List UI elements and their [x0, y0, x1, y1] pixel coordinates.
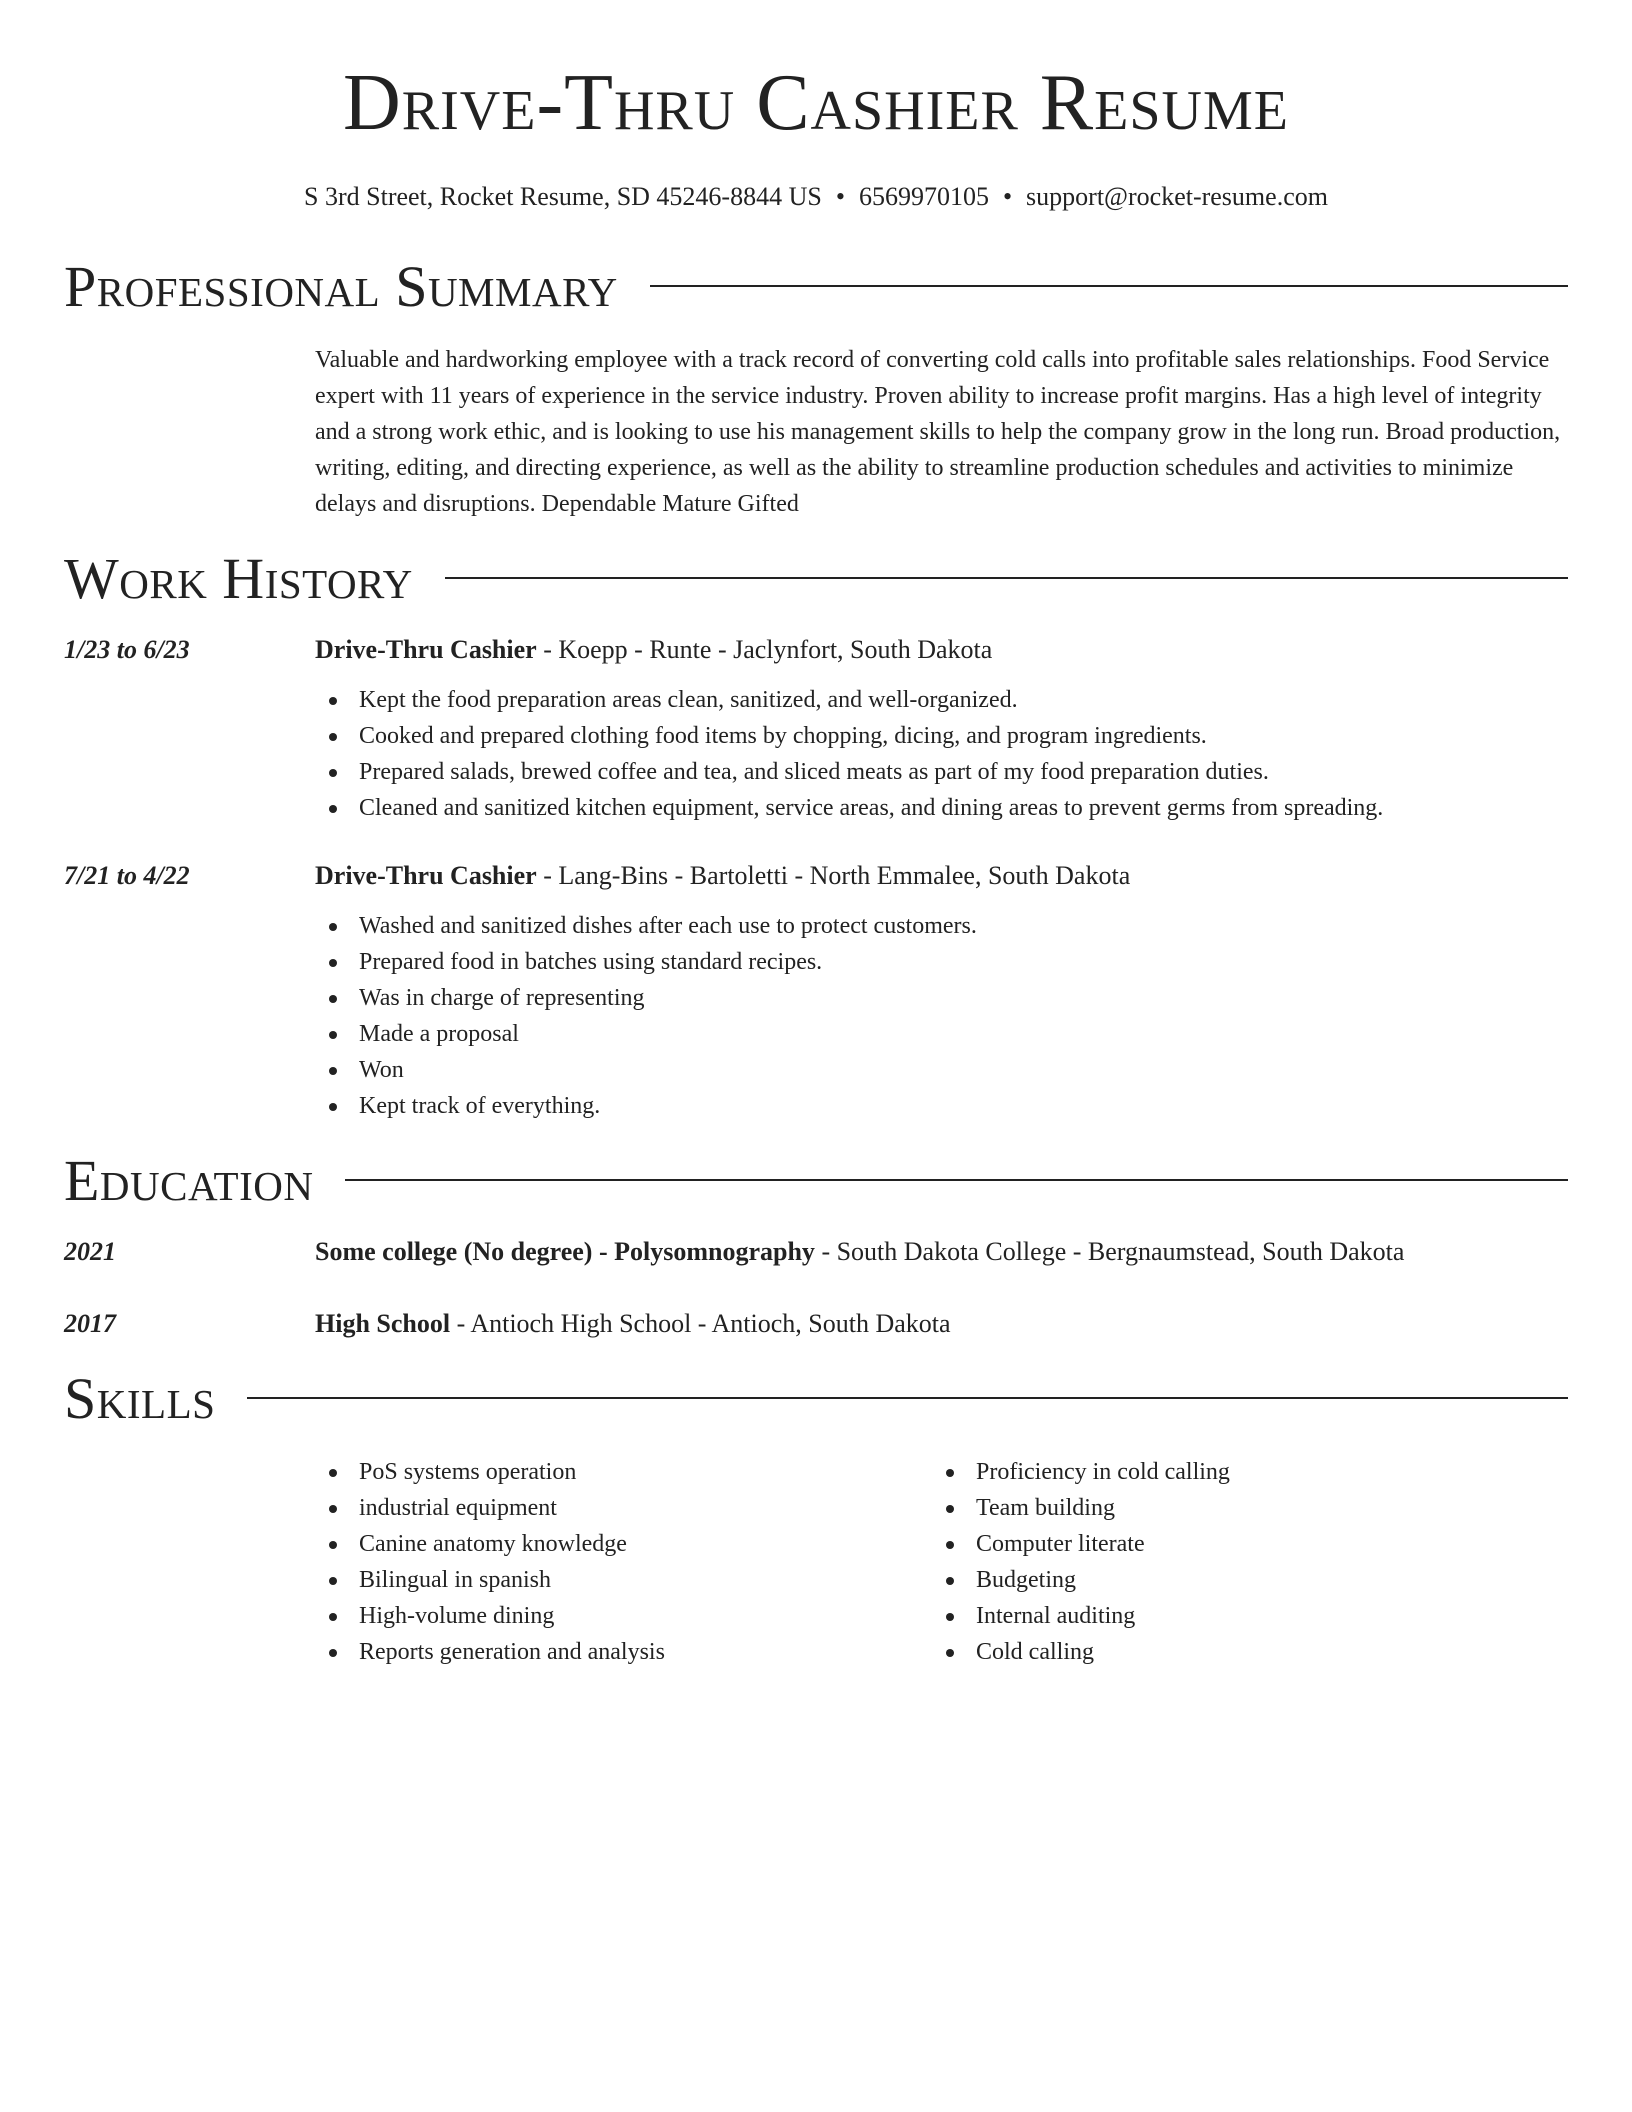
- list-item: [315, 980, 1568, 1016]
- work-entry-body: [315, 858, 1568, 1124]
- skills-section-title: Skills: [64, 1366, 216, 1431]
- bullet-icon: [329, 697, 337, 705]
- skills-section-header: [64, 1366, 1568, 1432]
- skill-item: [932, 1454, 1549, 1490]
- bullet-icon: [329, 1031, 337, 1039]
- job-details: - Koepp - Runte - Jaclynfort, South Dakota: [536, 635, 993, 664]
- education-details: - South Dakota College - Bergnaumstead, South Dakota: [814, 1237, 1405, 1266]
- work-section-title: Work History: [64, 546, 413, 611]
- education-entry-body: [315, 1306, 1568, 1342]
- summary-text: Valuable and hardworking employee with a track record of converting cold calls into profitable sales relationships. Food Service expert with 11 years of experience in the service industry. Proven ability to increase profit margins. Has a high level of integrity and a strong work ethic, and is looking to use his management skills to help the company grow in the long run. Broad production, writing, editing, and directing experience, as well as the ability to streamline production schedules and activities to minimize delays and disruptions. Dependable Mature Gifted: [315, 347, 1561, 517]
- list-item: [315, 682, 1568, 718]
- summary-section-header: [64, 254, 1568, 320]
- bullet-text: Prepared salads, brewed coffee and tea, and sliced meats as part of my food preparation duties.: [359, 759, 1269, 785]
- skill-text: Computer literate: [976, 1531, 1145, 1557]
- bullet-icon: [329, 1469, 337, 1477]
- bullet-text: Won: [359, 1057, 404, 1083]
- bullet-text: Kept track of everything.: [359, 1093, 601, 1119]
- contact-separator: •: [1002, 182, 1013, 211]
- bullet-icon: [946, 1505, 954, 1513]
- education-year: 2017: [64, 1309, 116, 1338]
- work-entry: [64, 858, 1568, 1124]
- work-entry: [64, 632, 1568, 826]
- skill-item: [932, 1526, 1549, 1562]
- contact-separator: •: [835, 182, 845, 211]
- skill-item: [315, 1454, 932, 1490]
- education-entry-body: [315, 1234, 1568, 1270]
- bullet-icon: [329, 733, 337, 741]
- bullet-icon: [329, 1541, 337, 1549]
- list-item: [315, 718, 1568, 754]
- skill-text: Budgeting: [976, 1567, 1076, 1593]
- skill-item: [932, 1490, 1549, 1526]
- bullet-icon: [329, 1103, 337, 1111]
- work-bullet-list: [315, 908, 1568, 1124]
- work-bullet-list: [315, 682, 1568, 826]
- bullet-icon: [329, 769, 337, 777]
- contact-line: [64, 180, 1568, 214]
- skill-item: [315, 1598, 932, 1634]
- list-item: [315, 908, 1568, 944]
- skill-text: Internal auditing: [976, 1603, 1136, 1629]
- education-degree: Some college (No degree) - Polysomnography: [315, 1237, 815, 1266]
- bullet-icon: [329, 1613, 337, 1621]
- education-degree: High School: [315, 1309, 451, 1338]
- list-item: [315, 1088, 1568, 1124]
- education-heading: [315, 1234, 1568, 1270]
- resume-title: Drive-Thru Cashier Resume: [343, 59, 1289, 147]
- bullet-icon: [329, 995, 337, 1003]
- bullet-icon: [329, 805, 337, 813]
- work-dates: 1/23 to 6/23: [64, 635, 190, 664]
- skill-item: [315, 1634, 932, 1670]
- bullet-icon: [329, 959, 337, 967]
- education-details: - Antioch High School - Antioch, South Dakota: [450, 1309, 951, 1338]
- skill-text: Reports generation and analysis: [359, 1639, 665, 1665]
- bullet-text: Was in charge of representing: [359, 985, 645, 1011]
- bullet-icon: [329, 1505, 337, 1513]
- skill-item: [315, 1526, 932, 1562]
- skill-text: industrial equipment: [359, 1495, 557, 1521]
- work-heading: [315, 858, 1568, 894]
- skill-item: [315, 1490, 932, 1526]
- skills-columns: [315, 1454, 1568, 1670]
- resume-page: [64, 0, 1568, 1670]
- work-heading: [315, 632, 1568, 668]
- skill-text: Cold calling: [976, 1639, 1094, 1665]
- bullet-icon: [329, 1067, 337, 1075]
- skill-item: [315, 1562, 932, 1598]
- bullet-text: Prepared food in batches using standard recipes.: [359, 949, 823, 975]
- work-dates: 7/21 to 4/22: [64, 861, 190, 890]
- skills-list-left: [315, 1454, 932, 1670]
- list-item: [315, 944, 1568, 980]
- skill-text: Bilingual in spanish: [359, 1567, 551, 1593]
- contact-email: support@rocket-resume.com: [1026, 182, 1328, 211]
- job-role: Drive-Thru Cashier: [315, 635, 537, 664]
- contact-address: S 3rd Street, Rocket Resume, SD 45246-8844 US: [304, 182, 822, 211]
- skill-text: High-volume dining: [359, 1603, 555, 1629]
- job-details: - Lang-Bins - Bartoletti - North Emmalee, South Dakota: [536, 861, 1131, 890]
- bullet-icon: [329, 923, 337, 931]
- work-entry-body: [315, 632, 1568, 826]
- section-divider: [345, 1179, 1568, 1181]
- education-entry: [64, 1234, 1568, 1270]
- education-section-title: Education: [64, 1148, 314, 1213]
- bullet-icon: [946, 1649, 954, 1657]
- skill-item: [932, 1598, 1549, 1634]
- skill-item: [932, 1562, 1549, 1598]
- bullet-icon: [946, 1541, 954, 1549]
- bullet-icon: [946, 1577, 954, 1585]
- bullet-icon: [946, 1469, 954, 1477]
- contact-phone: 6569970105: [858, 182, 989, 211]
- bullet-text: Made a proposal: [359, 1021, 519, 1047]
- education-year: 2021: [64, 1237, 116, 1266]
- summary-section-title: Professional Summary: [64, 254, 618, 319]
- list-item: [315, 1052, 1568, 1088]
- skill-text: Proficiency in cold calling: [976, 1459, 1230, 1485]
- list-item: [315, 790, 1568, 826]
- bullet-icon: [946, 1613, 954, 1621]
- bullet-text: Cleaned and sanitized kitchen equipment, service areas, and dining areas to prevent germs from spreading.: [359, 795, 1384, 821]
- education-heading: [315, 1306, 1568, 1342]
- bullet-text: Kept the food preparation areas clean, sanitized, and well-organized.: [359, 687, 1018, 713]
- list-item: [315, 754, 1568, 790]
- education-section-header: [64, 1148, 1568, 1214]
- section-divider: [247, 1397, 1568, 1399]
- education-entry: [64, 1306, 1568, 1342]
- section-divider: [445, 577, 1568, 579]
- bullet-icon: [329, 1649, 337, 1657]
- bullet-icon: [329, 1577, 337, 1585]
- skill-item: [932, 1634, 1549, 1670]
- section-divider: [650, 285, 1568, 287]
- work-section-header: [64, 546, 1568, 612]
- skill-text: PoS systems operation: [359, 1459, 577, 1485]
- job-role: Drive-Thru Cashier: [315, 861, 537, 890]
- skill-text: Canine anatomy knowledge: [359, 1531, 627, 1557]
- skills-list-right: [932, 1454, 1549, 1670]
- bullet-text: Washed and sanitized dishes after each use to protect customers.: [359, 913, 977, 939]
- skill-text: Team building: [976, 1495, 1115, 1521]
- bullet-text: Cooked and prepared clothing food items by chopping, dicing, and program ingredients.: [359, 723, 1207, 749]
- list-item: [315, 1016, 1568, 1052]
